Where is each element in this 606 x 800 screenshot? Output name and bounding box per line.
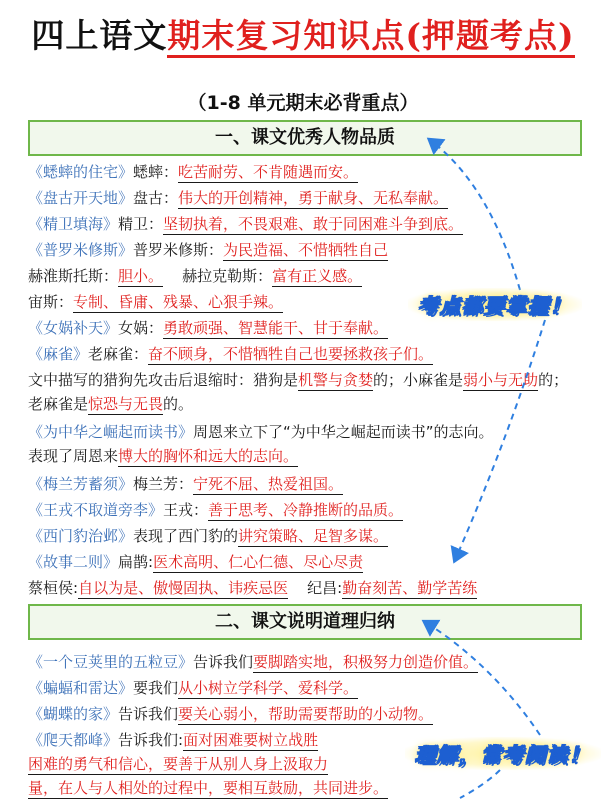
highlight-badge: 考点都要掌握！ (408, 288, 582, 321)
description-text: 的；老麻雀是 (28, 371, 569, 413)
character-quality: 勇敢顽强、智慧能干、甘于奉献。 (163, 319, 389, 337)
character-quality: 惊恐与无畏 (88, 395, 164, 413)
character-quality: 宁死不屈、热爱祖国。 (193, 475, 344, 493)
character-quality: 奋不顾身，不惜牺牲自己也要拯救孩子们。 (148, 345, 434, 363)
book-title: 《盘古开天地》 (28, 189, 134, 207)
arrow-up-icon (425, 622, 540, 735)
title-prefix: 四上语文 (31, 16, 168, 55)
description-text: 告诉我们 (118, 705, 179, 723)
character-quality: 弱小与无助 (463, 371, 539, 389)
book-title: 《麻雀》 (28, 345, 89, 363)
lesson-text: 量，在人与人相处的过程中，要相互鼓励，共同进步。 (28, 779, 389, 797)
character-name: 盘古： (133, 189, 179, 207)
character-name: 宙斯： (28, 293, 74, 311)
character-quality: 勤奋刻苦、勤学苦练 (342, 579, 478, 597)
character-quality: 富有正义感。 (272, 267, 363, 285)
character-name: 扁鹊: (118, 553, 154, 571)
character-quality: 专制、昏庸、残暴、心狠手辣。 (73, 293, 284, 311)
character-quality: 胆小。 (118, 267, 164, 285)
character-name: 王戎： (163, 501, 209, 519)
lesson-text: 要脚踏实地，积极努力创造价值。 (253, 653, 479, 671)
description-text: 告诉我们 (193, 653, 254, 671)
character-quality: 为民造福、不惜牺牲自己 (223, 241, 389, 259)
lesson-text: 面对困难要树立战胜 (183, 731, 319, 749)
book-title: 《一个豆荚里的五粒豆》 (28, 653, 194, 671)
character-quality: 善于思考、冷静推断的品质。 (208, 501, 404, 519)
character-name: 女娲： (118, 319, 164, 337)
book-title: 《精卫填海》 (28, 215, 119, 233)
character-name: 精卫： (118, 215, 164, 233)
book-title: 《蝙蝠和雷达》 (28, 679, 134, 697)
title-highlight: 期末复习知识点(押题考点) (167, 16, 574, 58)
character-name: 纪昌: (307, 579, 343, 597)
description-text: 表现了西门豹的 (133, 527, 239, 545)
character-quality: 坚韧执着，不畏艰难、敢于同困难斗争到底。 (163, 215, 464, 233)
book-title: 《为中华之崛起而读书》 (28, 423, 194, 441)
book-title: 《西门豹治邺》 (28, 527, 134, 545)
description-text: 表现了周恩来 (28, 447, 119, 465)
character-quality: 自以为是、傲慢固执、讳疾忌医 (78, 579, 289, 597)
character-name: 老麻雀： (88, 345, 149, 363)
character-quality: 伟大的开创精神，勇于献身、无私奉献。 (178, 189, 449, 207)
lesson-text: 从小树立学科学、爱科学。 (178, 679, 359, 697)
book-title: 《普罗米修斯》 (28, 241, 134, 259)
character-name: 蔡桓侯: (28, 579, 79, 597)
character-name: 蟋蟀： (133, 163, 179, 181)
section-heading-lessons: 二、课文说明道理归纳 (28, 604, 582, 640)
book-title: 《故事二则》 (28, 553, 119, 571)
lesson-text: 困难的勇气和信心，要善于从别人身上汲取力 (28, 755, 329, 773)
book-title: 《女娲补天》 (28, 319, 119, 337)
description-text: 文中描写的猎狗先攻击后退缩时：猎狗是 (28, 371, 299, 389)
book-title: 《蟋蟀的住宅》 (28, 163, 134, 181)
character-quality: 机警与贪婪 (298, 371, 374, 389)
arrow-down-icon (455, 320, 545, 560)
description-text: 的。 (163, 395, 194, 413)
description-text: 要我们 (133, 679, 179, 697)
character-name: 赫淮斯托斯： (28, 267, 119, 285)
book-title: 《王戎不取道旁李》 (28, 501, 164, 519)
description-text: 的；小麻雀是 (373, 371, 464, 389)
character-quality: 讲究策略、足智多谋。 (238, 527, 389, 545)
description-text: 告诉我们: (118, 731, 184, 749)
arrow-tail-icon (460, 770, 500, 798)
book-title: 《梅兰芳蓄须》 (28, 475, 134, 493)
book-title: 《爬天都峰》 (28, 731, 119, 749)
arrow-up-icon (430, 140, 520, 290)
character-name: 梅兰芳： (133, 475, 194, 493)
character-name: 赫拉克勒斯： (182, 267, 273, 285)
character-quality: 医术高明、仁心仁德、尽心尽责 (153, 553, 364, 571)
character-quality: 博大的胸怀和远大的志向。 (118, 447, 299, 465)
page-subtitle: （1-8 单元期末必背重点） (187, 92, 419, 114)
description-text: 周恩来立下了“为中华之崛起而读书”的志向。 (193, 423, 494, 441)
section-heading-qualities: 一、课文优秀人物品质 (28, 120, 582, 156)
character-quality: 吃苦耐劳、不肯随遇而安。 (178, 163, 359, 181)
highlight-badge: 理解，常考阅读！ (405, 737, 601, 770)
character-name: 普罗米修斯： (133, 241, 224, 259)
book-title: 《蝴蝶的家》 (28, 705, 119, 723)
lesson-text: 要关心弱小，帮助需要帮助的小动物。 (178, 705, 434, 723)
